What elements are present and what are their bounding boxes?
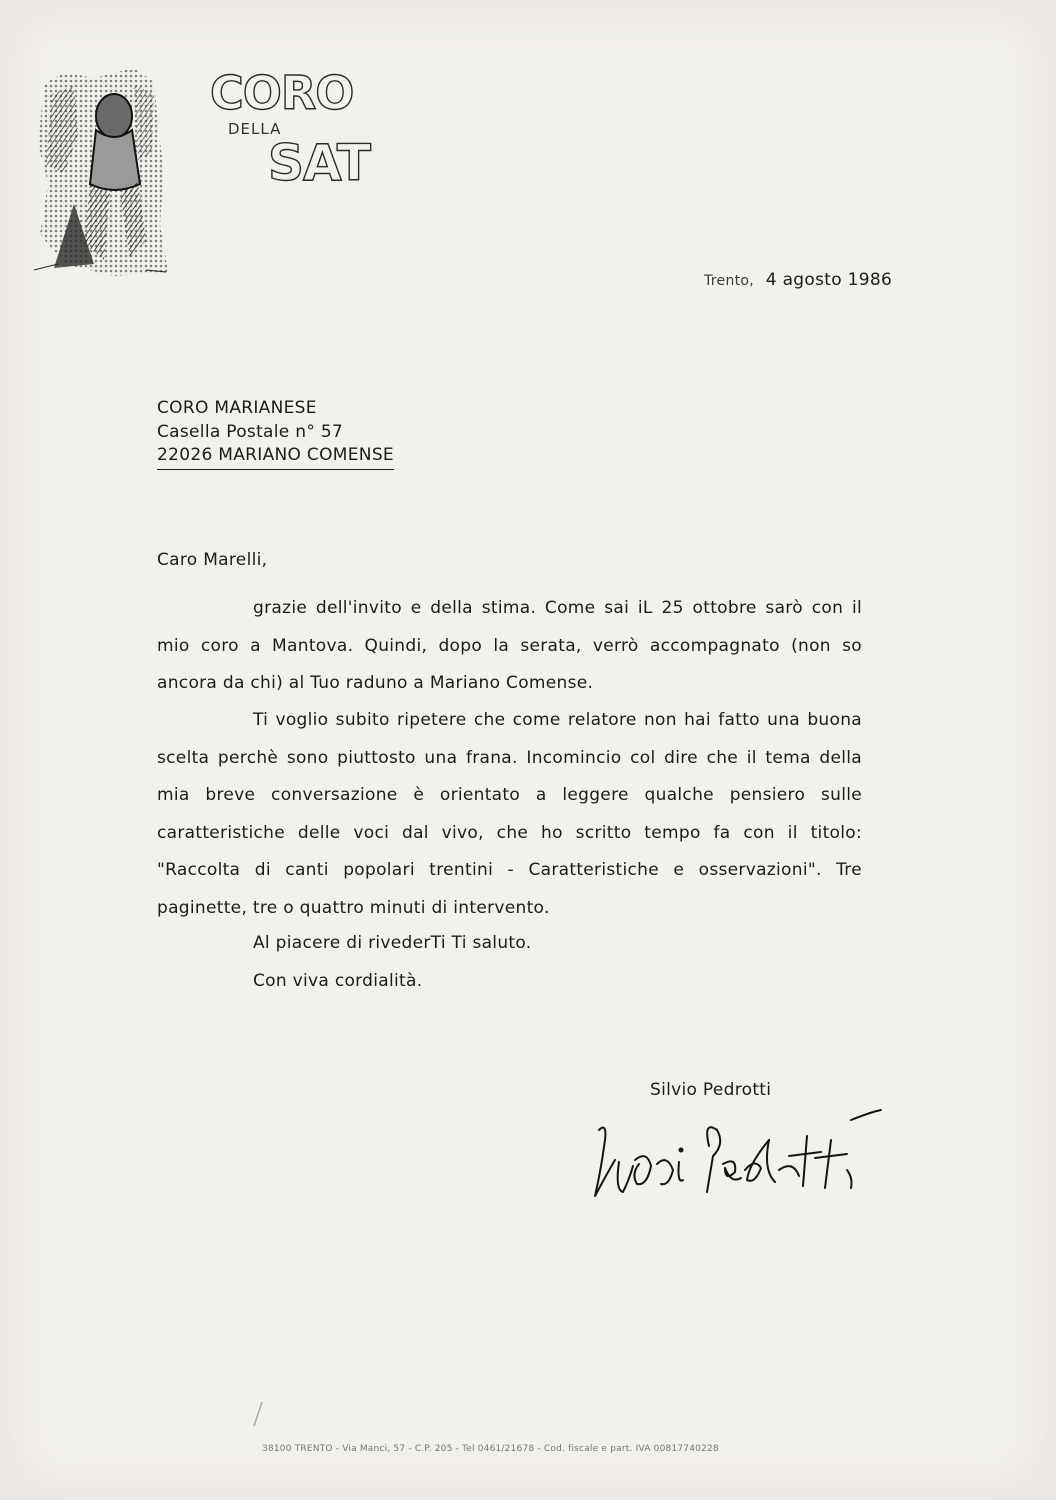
letterhead-footer: 38100 TRENTO - Via Manci, 57 - C.P. 205 - Tel 0461/21678 - Cod. fiscale e part. IVA 00817740228 xyxy=(262,1444,719,1454)
logo-coro: CORO xyxy=(210,66,354,120)
recipient-city: 22026 MARIANO COMENSE xyxy=(157,444,394,470)
paragraph-2 xyxy=(157,702,862,927)
logo-statue-image xyxy=(34,64,170,276)
logo-della: DELLA xyxy=(228,120,282,138)
coro-della-sat-logo xyxy=(210,66,380,200)
recipient-box: Casella Postale n° 57 xyxy=(157,421,344,442)
greeting: Caro Marelli, xyxy=(157,550,268,570)
logo-sat: SAT xyxy=(268,134,370,192)
closing-line-1: Al piacere di rivederTi Ti saluto. xyxy=(253,933,532,953)
date-value: 4 agosto 1986 xyxy=(765,270,893,290)
recipient-address xyxy=(157,397,394,470)
handwritten-signature xyxy=(585,1100,885,1210)
paragraph-2-text: Ti voglio subito ripetere che come relatore non hai fatto una buona scelta perchè sono piuttosto una frana. Incomincio col dire che il tema della mia breve conversazione è orientato a leggere qualche pensiero sulle caratteristiche delle voci dal vivo, che ho scritto tempo fa con il titolo: "Raccolta di canti popolari trentini - Caratteristiche e osservazioni". Tre paginette, tre o quattro minuti di intervento. xyxy=(157,710,862,918)
paper-mark xyxy=(248,1400,268,1430)
closing-line-2: Con viva cordialità. xyxy=(253,971,423,991)
paragraph-1 xyxy=(157,590,862,703)
typed-signer-name: Silvio Pedrotti xyxy=(650,1080,772,1100)
paragraph-1-text: grazie dell'invito e della stima. Come sai iL 25 ottobre sarò con il mio coro a Mantova. Quindi, dopo la serata, verrò accompagnato (non so ancora da chi) al Tuo raduno a Mariano Comense. xyxy=(157,598,862,693)
letter-date xyxy=(704,270,892,290)
recipient-name: CORO MARIANESE xyxy=(157,398,317,418)
date-place: Trento, xyxy=(704,273,755,289)
